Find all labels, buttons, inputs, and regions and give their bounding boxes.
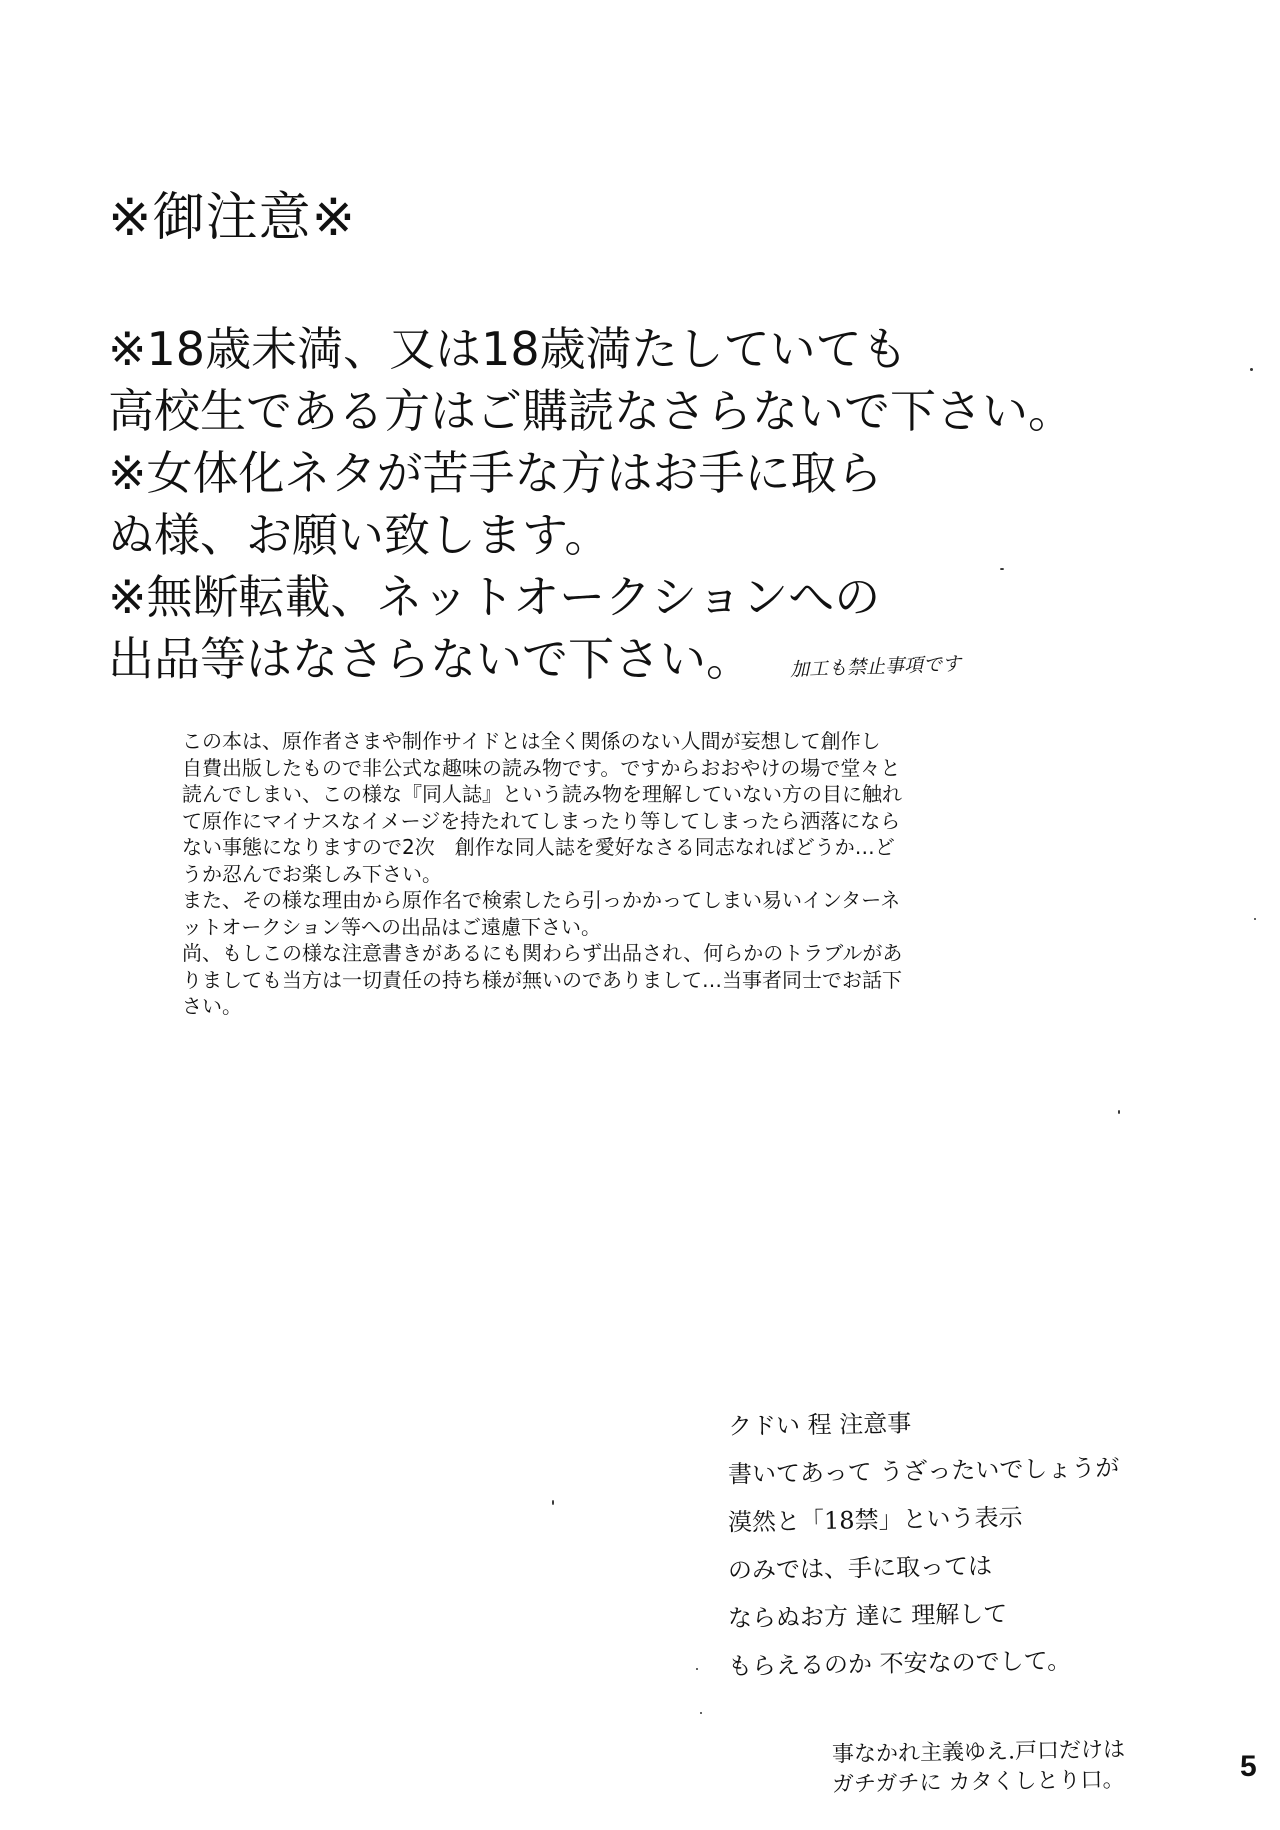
warning-line: ※無断転載、ネットオークションへの: [108, 570, 881, 624]
warning-list: [108, 318, 1188, 690]
scan-speck: [1250, 368, 1253, 371]
body-line: ない事態になりますので2次 創作な同人誌を愛好なさる同志なればどうか…ど: [182, 835, 895, 859]
warning-line: 高校生である方はご購読なさらないで下さい。: [108, 384, 1074, 438]
memo-line: クドい 程 注意事: [727, 1409, 912, 1441]
scan-speck: [1254, 918, 1256, 920]
warning-line: ※18歳未満、又は18歳満たしていても: [108, 322, 908, 376]
page-number: 5: [1240, 1750, 1257, 1783]
memo-footer-line: ガチガチに カタくしとり口。: [831, 1767, 1125, 1798]
memo-footer-line: 事なかれ主義ゆえ.戸口だけは: [831, 1737, 1126, 1768]
body-line: この本は、原作者さまや制作サイドとは全く関係のない人間が妄想して創作し: [182, 729, 881, 753]
disclaimer-paragraph: [182, 728, 1122, 1020]
body-line: 尚、もしこの様な注意書きがあるにも関わらず出品され、何らかのトラブルがあ: [182, 941, 903, 965]
body-line: 自費出版したもので非公式な趣味の読み物です。ですからおおやけの場で堂々と: [182, 755, 901, 780]
body-line: また、その様な理由から原作名で検索したら引っかかってしまい易いインターネ: [182, 888, 901, 912]
warning-line: 出品等はなさらないで下さい。: [108, 632, 752, 686]
body-line: 読んでしまい、この様な『同人誌』という読み物を理解していない方の目に触れ: [182, 782, 902, 806]
scan-speck: [696, 1668, 698, 1670]
scan-speck: [1000, 568, 1004, 570]
body-line: ットオークション等への出品はご遠慮下さい。: [182, 914, 601, 939]
body-line: うか忍んでお楽しみ下さい。: [182, 861, 442, 886]
memo-line: ならぬお方 達に 理解して: [727, 1599, 1008, 1633]
handwritten-memo-footer: [832, 1738, 1125, 1798]
notice-title: ※御注意※: [108, 188, 357, 248]
warning-line: ※女体化ネタが苦手な方はお手に取ら: [108, 446, 883, 500]
handwritten-memo: [728, 1398, 1248, 1686]
scan-speck: [700, 1712, 702, 1714]
handwritten-note: 加工も禁止事項です: [789, 653, 962, 681]
warning-line: ぬ様、お願い致します。: [108, 508, 611, 562]
scan-speck: [552, 1500, 554, 1505]
body-line: て原作にマイナスなイメージを持たれてしまったり等してしまったら洒落になら: [182, 808, 901, 833]
memo-line: のみでは、手に取っては: [727, 1551, 993, 1585]
body-line: さい。: [182, 994, 242, 1018]
scan-speck: [1118, 1110, 1120, 1114]
memo-line: 書いてあって うざったいでしょうが: [727, 1453, 1120, 1489]
body-line: りましても当方は一切責任の持ち様が無いのでありまして…当事者同士でお話下: [182, 967, 902, 992]
memo-line: もらえるのか 不安なのでして。: [727, 1646, 1072, 1681]
memo-line: 漠然と「18禁」という表示: [727, 1503, 1023, 1537]
